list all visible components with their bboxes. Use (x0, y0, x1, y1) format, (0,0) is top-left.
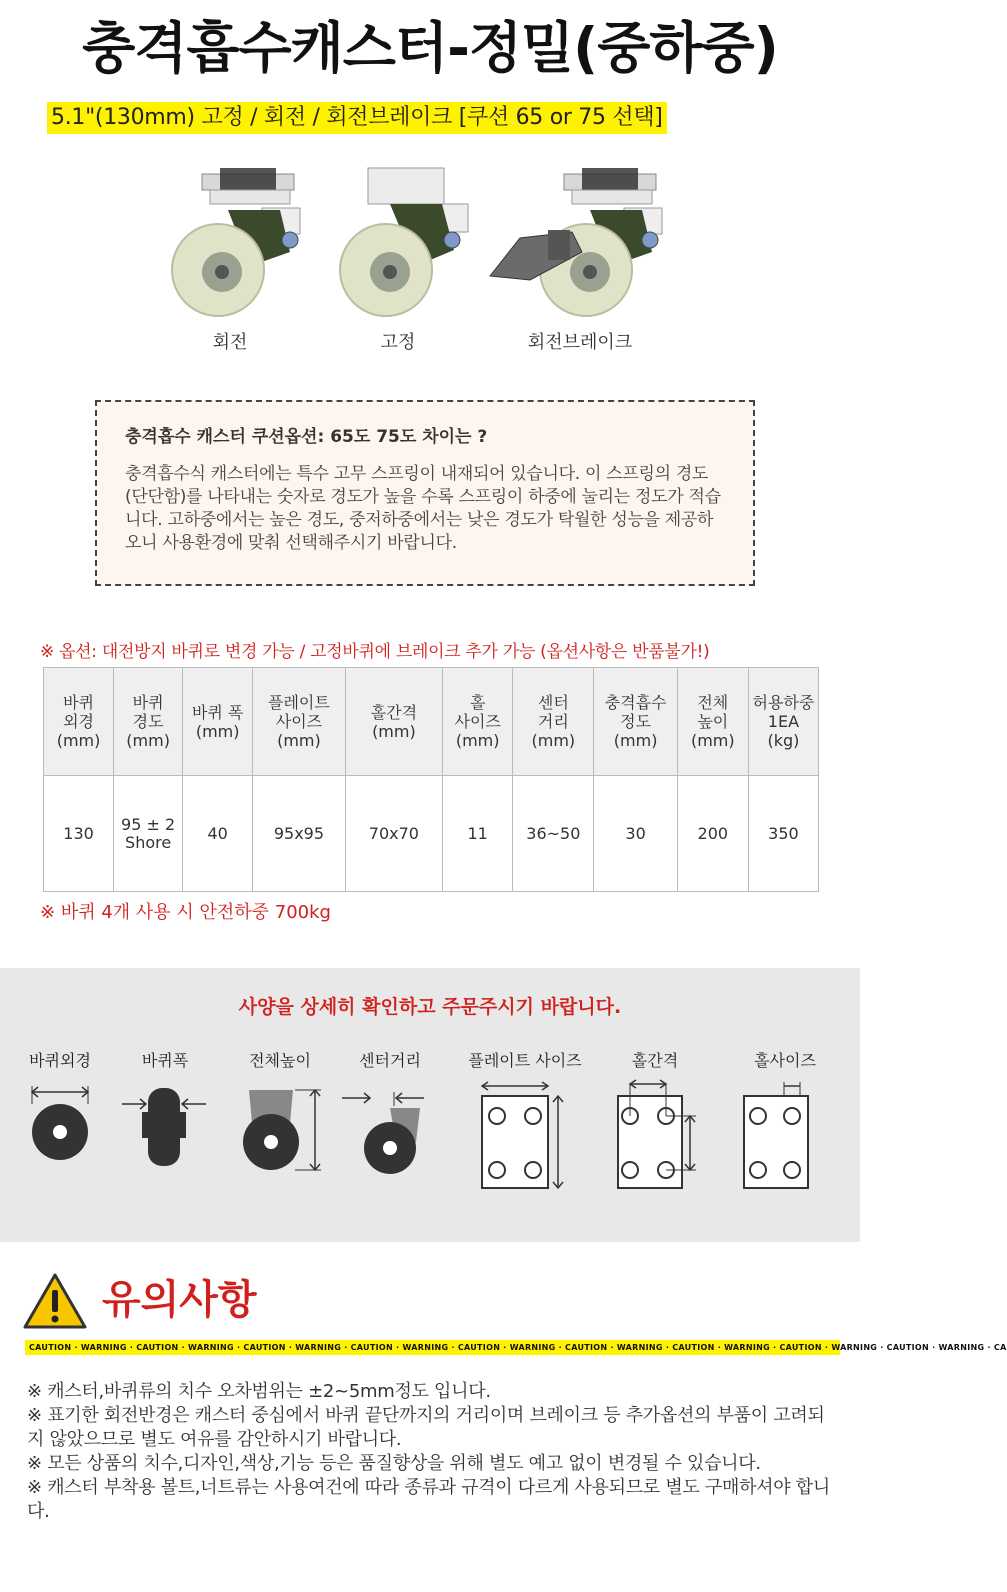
header-wheel-hardness: 바퀴 경도 (mm) (114, 668, 183, 776)
header-shock-absorption: 충격흡수 정도 (mm) (594, 668, 677, 776)
dim-center-distance-label: 센터거리 (359, 1051, 421, 1070)
cell-plate-size: 95x95 (253, 776, 345, 892)
subtitle-banner (47, 102, 667, 134)
swivel-caster-image (150, 168, 310, 318)
caution-title: 유의사항 (102, 1277, 257, 1323)
hole-size-icon (740, 1082, 830, 1192)
dim-hole-spacing-label: 홀간격 (631, 1051, 679, 1070)
header-plate-size: 플레이트 사이즈 (mm) (253, 668, 345, 776)
cell-hole-size: 11 (443, 776, 513, 892)
cushion-info-title: 충격흡수 캐스터 쿠션옵션: 65도 75도 차이는 ? (125, 427, 488, 447)
notice-item: ※ 캐스터 부착용 볼트,너트류는 사용여건에 따라 종류과 규격이 다르게 사용되므로 별도 구매하셔야 합니다. (27, 1477, 830, 1522)
header-wheel-diameter: 바퀴 외경 (mm) (44, 668, 114, 776)
dim-total-height-label: 전체높이 (249, 1051, 311, 1070)
notice-item: ※ 표기한 회전반경은 캐스터 중심에서 바퀴 끝단까지의 거리이며 브레이크 등 추가옵션의 부품이 고려되지 않았으므로 별도 여유를 감안하시기 바랍니다. (27, 1405, 825, 1450)
dim-wheel-diameter-label: 바퀴외경 (29, 1051, 91, 1070)
caster-fixed-label: 고정 (380, 332, 416, 353)
wheel-width-icon (120, 1082, 210, 1182)
dimension-guide (0, 968, 860, 1242)
dim-hole-size-label: 홀사이즈 (754, 1051, 816, 1070)
notice-list (27, 1380, 837, 1524)
cell-wheel-width: 40 (183, 776, 253, 892)
cell-wheel-hardness: 95 ± 2 Shore (114, 776, 183, 892)
caster-swivel-label: 회전 (212, 332, 248, 353)
hole-spacing-icon (600, 1082, 710, 1192)
header-load-capacity: 허용하중 1EA (kg) (748, 668, 818, 776)
caster-swivel (150, 168, 310, 358)
caution-tape: CAUTION · WARNING · CAUTION · WARNING · CAUTION · WARNING · CAUTION · WARNING · CAUTION · WARNING · CAUTION · WARNING · CAUTION · WARNING · CAUTION · WARNING · CAUTION · WARNING · CA (25, 1340, 840, 1355)
option-note: ※ 옵션: 대전방지 바퀴로 변경 가능 / 고정바퀴에 브레이크 추가 가능 (옵션사항은 반품불가!) (40, 642, 710, 662)
caster-gallery (0, 168, 860, 358)
notice-item: ※ 캐스터,바퀴류의 치수 오차범위는 ±2~5mm정도 입니다. (27, 1381, 491, 1402)
header-center-distance: 센터 거리 (mm) (513, 668, 594, 776)
fixed-caster-image (318, 168, 478, 318)
dim-plate-size-label: 플레이트 사이즈 (468, 1051, 582, 1070)
center-distance-icon (340, 1082, 440, 1182)
caution-header (22, 1272, 422, 1332)
swivel-brake-caster-image (490, 168, 670, 318)
spec-table (43, 667, 819, 892)
caster-swivel-brake (490, 168, 670, 358)
cushion-info-box (95, 400, 755, 586)
spec-table-header-row (44, 668, 819, 776)
header-hole-size: 홀 사이즈 (mm) (443, 668, 513, 776)
header-total-height: 전체 높이 (mm) (677, 668, 748, 776)
cell-load-capacity: 350 (748, 776, 818, 892)
header-hole-spacing: 홀간격 (mm) (345, 668, 443, 776)
cell-wheel-diameter: 130 (44, 776, 114, 892)
dimension-guide-title: 사양을 상세히 확인하고 주문주시기 바랍니다. (238, 996, 622, 1018)
cell-total-height: 200 (677, 776, 748, 892)
warning-icon (22, 1272, 88, 1330)
plate-size-icon (460, 1082, 590, 1192)
wheel-diameter-icon (20, 1082, 100, 1182)
page-title: 충격흡수캐스터-정밀(중하중) (82, 16, 778, 80)
total-height-icon (235, 1082, 325, 1182)
cell-hole-spacing: 70x70 (345, 776, 443, 892)
cell-center-distance: 36~50 (513, 776, 594, 892)
dim-wheel-width-label: 바퀴폭 (141, 1051, 189, 1070)
cell-shock-absorption: 30 (594, 776, 677, 892)
caster-fixed (318, 168, 478, 358)
cushion-info-body: 충격흡수식 캐스터에는 특수 고무 스프링이 내재되어 있습니다. 이 스프링의 경도(단단함)를 나타내는 숫자로 경도가 높을 수록 스프링이 하중에 눌리는 정도가 적습니다. 고하중에서는 높은 경도, 중저하중에서는 낮은 경도가 탁월한 성능을 제공하오니 사용환경에 맞춰 선택해주시기 바랍니다. (125, 464, 721, 553)
header-wheel-width: 바퀴 폭 (mm) (183, 668, 253, 776)
table-row (44, 776, 819, 892)
caster-swivel-brake-label: 회전브레이크 (527, 332, 633, 353)
safety-load-note: ※ 바퀴 4개 사용 시 안전하중 700kg (40, 902, 331, 923)
subtitle-text: 5.1"(130mm) 고정 / 회전 / 회전브레이크 [쿠션 65 or 75 선택] (47, 102, 667, 134)
notice-item: ※ 모든 상품의 치수,디자인,색상,기능 등은 품질향상을 위해 별도 예고 없이 변경될 수 있습니다. (27, 1453, 761, 1474)
